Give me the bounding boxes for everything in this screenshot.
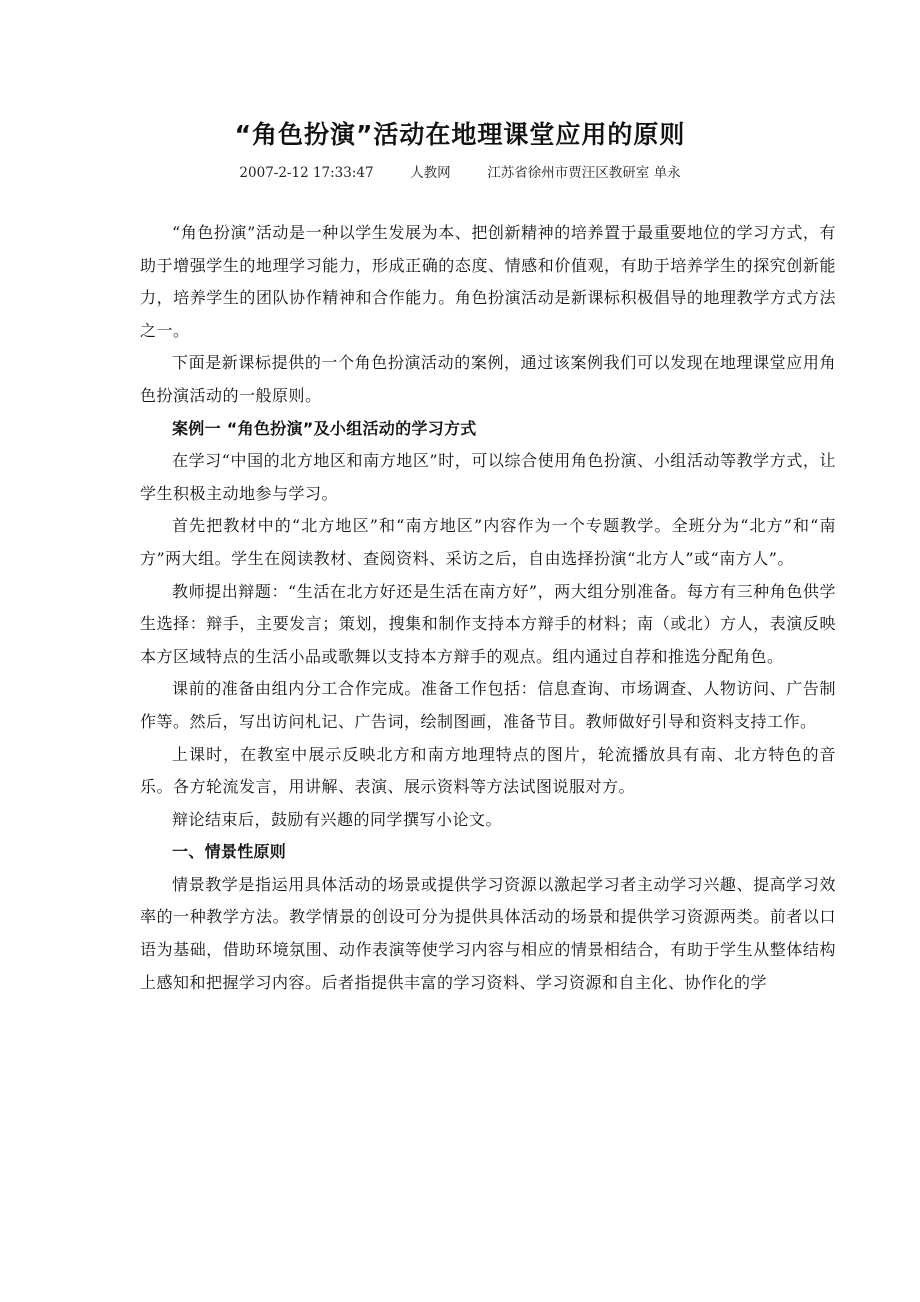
paragraph-grouping: 首先把教材中的“北方地区”和“南方地区”内容作为一个专题教学。全班分为“北方”和“南方”两大组。学生在阅读教材、查阅资料、采访之后，自由选择扮演“北方人”或“南方人”。 bbox=[140, 516, 836, 568]
paragraph-in-class: 上课时，在教室中展示反映北方和南方地理特点的图片，轮流播放具有南、北方特色的音乐。各方轮流发言，用讲解、表演、展示资料等方法试图说服对方。 bbox=[140, 744, 836, 797]
author-affiliation: 江苏省徐州市贾汪区教研室 单永 bbox=[487, 165, 681, 181]
paragraph-preparation: 课前的准备由组内分工合作完成。准备工作包括：信息查询、市场调查、人物访问、广告制作等。然后，写出访问札记、广告词，绘制图画，准备节目。教师做好引导和资料支持工作。 bbox=[140, 679, 836, 731]
paragraph-debate-topic: 教师提出辩题：“生活在北方好还是生活在南方好”，两大组分别准备。每方有三种角色供学生选择：辩手，主要发言；策划，搜集和制作支持本方辩手的材料；南（或北）方人，表演反映本方区域特点的生活小品或歌舞以支持本方辩手的观点。组内通过自荐和推选分配角色。 bbox=[140, 581, 836, 666]
paragraph-case-context: 在学习“中国的北方地区和南方地区”时，可以综合使用角色扮演、小组活动等教学方式，让学生积极主动地参与学习。 bbox=[140, 451, 836, 503]
publish-date: 2007-2-12 17:33:47 bbox=[239, 165, 374, 181]
paragraph-intro: “角色扮演”活动是一种以学生发展为本、把创新精神的培养置于最重要地位的学习方式，有助于增强学生的地理学习能力，形成正确的态度、情感和价值观，有助于培养学生的探究创新能力，培养学生的团队协作精神和合作能力。角色扮演活动是新课标积极倡导的地理教学方式方法之一。 bbox=[140, 223, 836, 340]
paragraph-after-debate: 辩论结束后，鼓励有兴趣的同学撰写小论文。 bbox=[172, 809, 503, 829]
document-title: “角色扮演”活动在地理课堂应用的原则 bbox=[234, 120, 686, 149]
section-heading-situational: 一、情景性原则 bbox=[172, 842, 287, 862]
case-heading: 案例一 “角色扮演”及小组活动的学习方式 bbox=[172, 418, 477, 438]
document-meta bbox=[0, 164, 920, 182]
document-body bbox=[140, 217, 836, 999]
paragraph-case-intro: 下面是新课标提供的一个角色扮演活动的案例，通过该案例我们可以发现在地理课堂应用角色扮演活动的一般原则。 bbox=[140, 353, 836, 405]
paragraph-situational: 情景教学是指运用具体活动的场景或提供学习资源以激起学习者主动学习兴趣、提高学习效率的一种教学方法。教学情景的创设可分为提供具体活动的场景和提供学习资源两类。前者以口语为基础，借助环境氛围、动作表演等使学习内容与相应的情景相结合，有助于学生从整体结构上感知和把握学习内容。后者指提供丰富的学习资料、学习资源和自主化、协作化的学 bbox=[140, 874, 836, 992]
source-site: 人教网 bbox=[410, 165, 451, 181]
